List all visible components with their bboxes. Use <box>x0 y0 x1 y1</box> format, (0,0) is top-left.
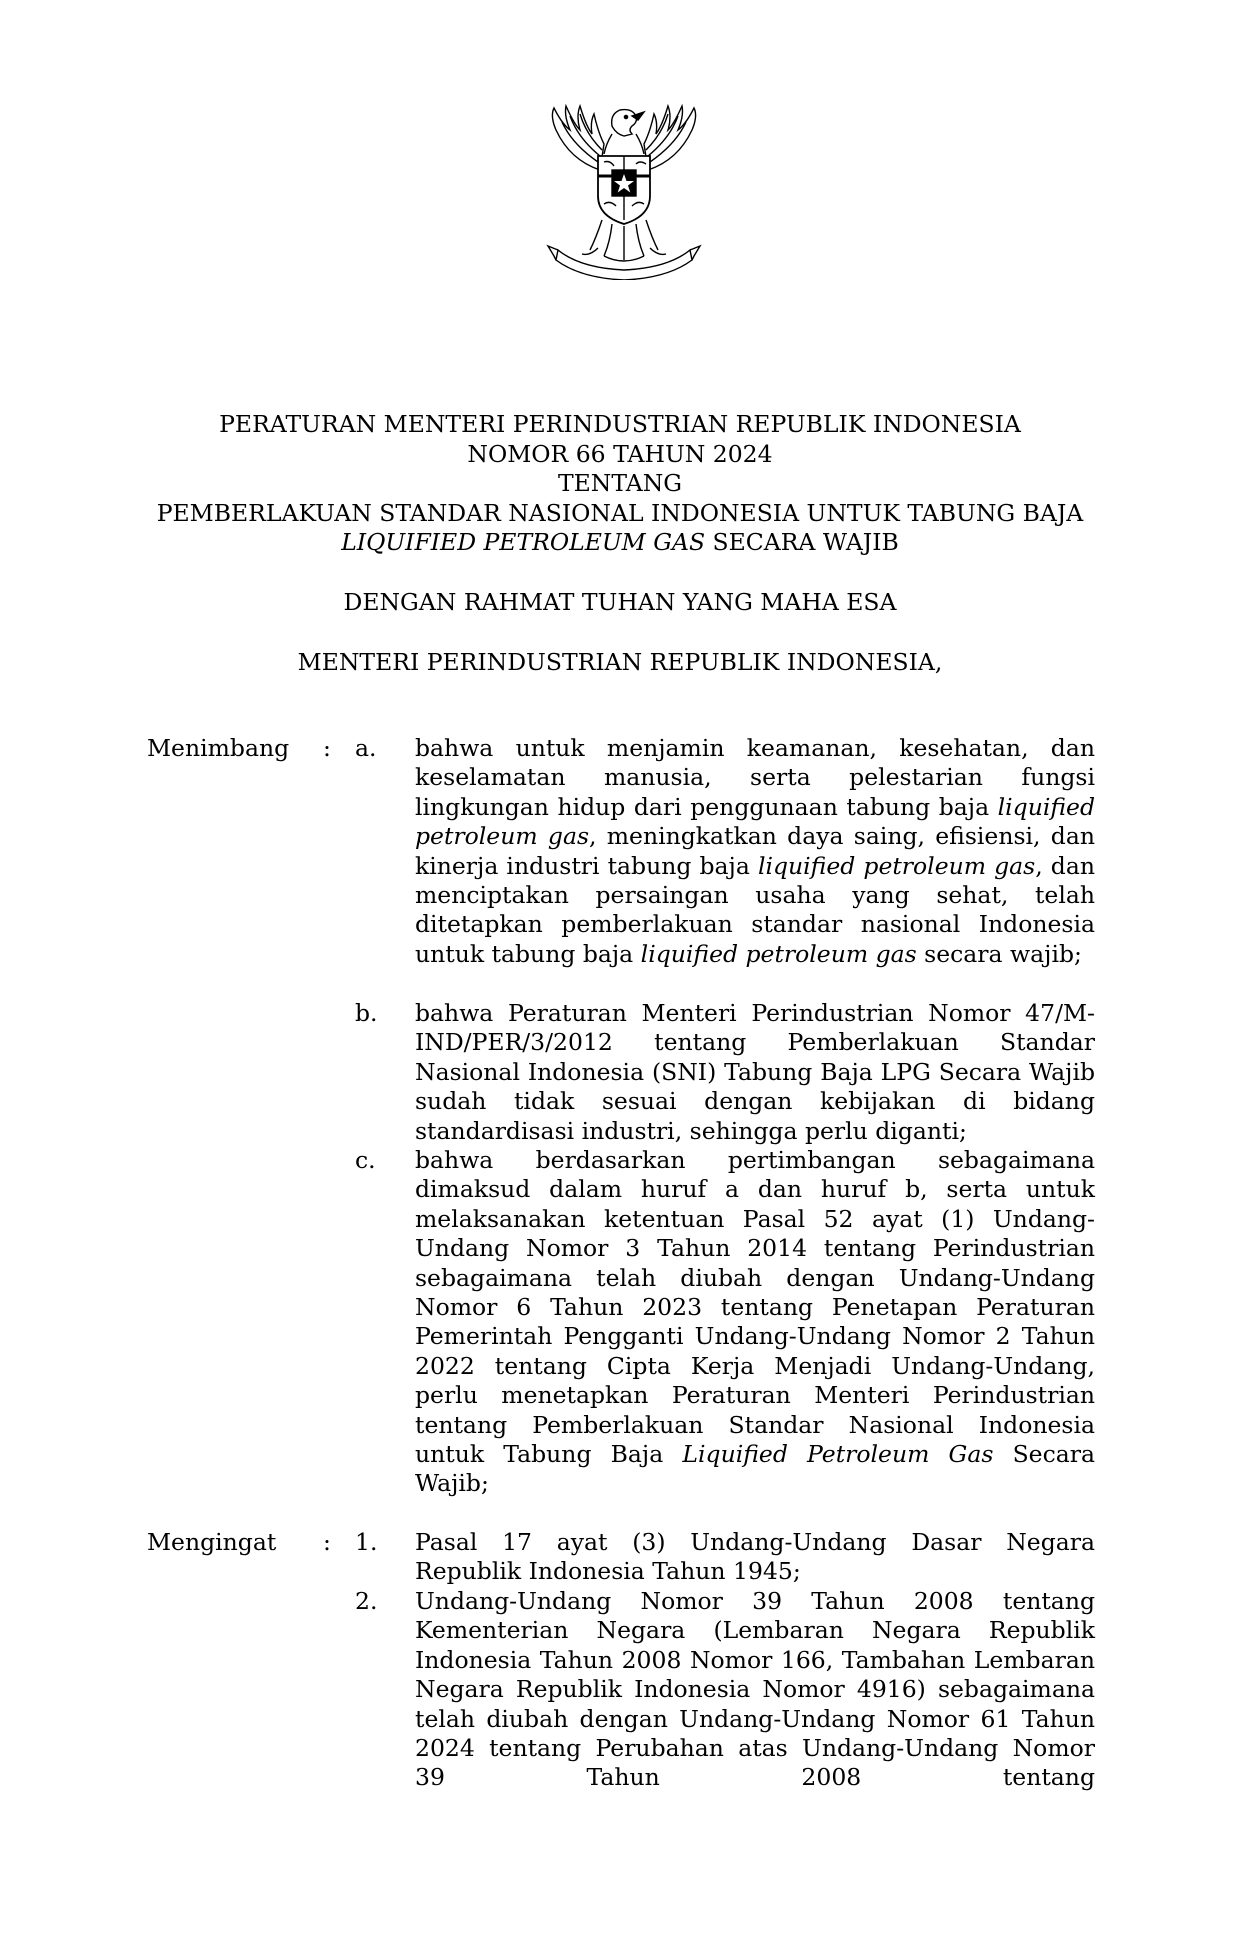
heading-subject-continued <box>120 528 1120 558</box>
regulation-heading <box>120 410 1120 558</box>
heading-subject: PEMBERLAKUAN STANDAR NASIONAL INDONESIA UNTUK TABUNG BAJA <box>156 498 1084 527</box>
italic-term: Liquified Petroleum Gas <box>682 1440 994 1469</box>
item-text <box>415 999 1095 1146</box>
text-segment: , meningkatkan daya saing, efisiensi, dan kinerja industri tabung baja <box>415 822 1095 880</box>
heading-tentang: TENTANG <box>557 469 683 497</box>
invocation: DENGAN RAHMAT TUHAN YANG MAHA ESA <box>343 588 897 616</box>
section-colon: : <box>323 734 331 762</box>
text-segment: Secara Wajib; <box>415 1440 1095 1498</box>
text-segment: bahwa berdasarkan pertimbangan sebagaimana dimaksud dalam huruf a dan huruf b, serta untuk melaksanakan ketentuan Pasal 52 ayat (1) Undang-Undang Nomor 3 Tahun 2014 tentang Perindustrian sebagaimana telah diubah dengan Undang-Undang Nomor 6 Tahun 2023 tentang Penetapan Peraturan Pemerintah Pengganti Undang-Undang Nomor 2 Tahun 2022 tentang Cipta Kerja Menjadi Undang-Undang, perlu menetapkan Peraturan Menteri Perindustrian tentang Pemberlakuan Standar Nasional Indonesia untuk Tabung Baja <box>415 1146 1095 1469</box>
text-segment: secara wajib; <box>916 939 1082 968</box>
garuda-pancasila-emblem-icon <box>540 100 708 280</box>
item-marker: 2. <box>355 1587 378 1615</box>
heading-number: NOMOR 66 TAHUN 2024 <box>467 439 773 468</box>
text-segment: , dan menciptakan persaingan usaha yang sehat, telah ditetapkan pemberlakuan standar nasional Indonesia untuk tabung baja <box>415 851 1095 968</box>
section-colon: : <box>323 1528 331 1556</box>
text-segment: bahwa Peraturan Menteri Perindustrian Nomor 47/M-IND/PER/3/2012 tentang Pemberlakuan Standar Nasional Indonesia (SNI) Tabung Baja LPG Secara Wajib sudah tidak sesuai dengan kebijakan di bidang standardisasi industri, sehingga perlu diganti; <box>415 999 1095 1145</box>
item-marker: b. <box>355 999 378 1027</box>
item-text <box>415 1146 1095 1499</box>
item-marker: 1. <box>355 1528 378 1556</box>
heading-title: PERATURAN MENTERI PERINDUSTRIAN REPUBLIK INDONESIA <box>219 410 1021 438</box>
text-segment: bahwa untuk menjamin keamanan, kesehatan, dan keselamatan manusia, serta pelestarian fungsi lingkungan hidup dari penggunaan tabung baja <box>415 734 1095 821</box>
section-label: Menimbang <box>147 734 290 762</box>
section-label: Mengingat <box>147 1528 277 1556</box>
heading-subject-italic: LIQUIFIED PETROLEUM GAS <box>341 528 706 556</box>
heading-subject-rest: SECARA WAJIB <box>705 528 899 556</box>
item-text <box>415 1528 1095 1587</box>
italic-term: liquified petroleum gas <box>415 792 1095 851</box>
text-segment: Undang-Undang Nomor 39 Tahun 2008 tentang Kementerian Negara (Lembaran Negara Republik Indonesia Tahun 2008 Nomor 166, Tambahan Lembaran Negara Republik Indonesia Nomor 4916) sebagaimana telah diubah dengan Undang-Undang Nomor 61 Tahun 2024 tentang Perubahan atas Undang-Undang Nomor 39 Tahun 2008 tentang <box>415 1587 1095 1792</box>
text-segment: Pasal 17 ayat (3) Undang-Undang Dasar Negara Republik Indonesia Tahun 1945; <box>415 1528 1095 1586</box>
italic-term: liquified petroleum gas <box>640 939 917 968</box>
item-marker: c. <box>355 1146 376 1174</box>
italic-term: liquified petroleum gas <box>757 851 1036 880</box>
item-text <box>415 734 1095 969</box>
item-text <box>415 1587 1095 1793</box>
issuer-line: MENTERI PERINDUSTRIAN REPUBLIK INDONESIA, <box>297 648 943 676</box>
item-marker: a. <box>355 734 377 762</box>
